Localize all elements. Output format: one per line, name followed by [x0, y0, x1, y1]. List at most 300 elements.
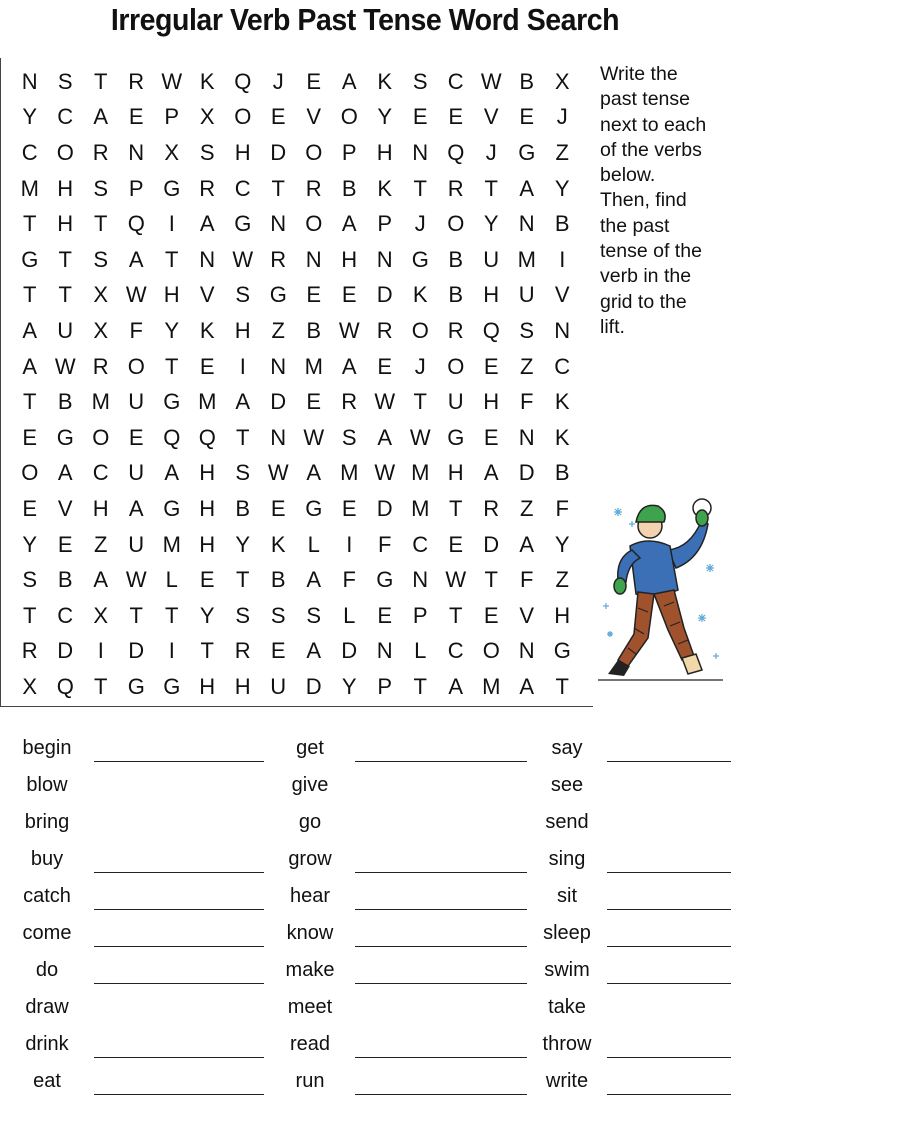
grid-letter: E [199, 567, 215, 593]
answer-blank-line[interactable] [94, 946, 264, 947]
grid-row [12, 278, 580, 314]
grid-letter: C [57, 104, 74, 130]
grid-letter: K [199, 68, 215, 94]
answer-blank-line[interactable] [355, 983, 527, 984]
answer-blank-line[interactable] [94, 909, 264, 910]
verb-label: go [298, 811, 322, 833]
grid-letter: Q [234, 68, 252, 94]
grid-letter: X [554, 68, 570, 94]
grid-letter: U [128, 531, 145, 557]
verb-label: do [35, 959, 59, 981]
grid-letter: U [128, 460, 145, 486]
answer-blank-line[interactable] [607, 872, 731, 873]
verb-label: throw [542, 1033, 592, 1055]
grid-letter: A [22, 317, 38, 343]
grid-letter: X [22, 673, 38, 699]
grid-letter: G [411, 246, 429, 272]
grid-letter: A [128, 495, 144, 521]
grid-letter: S [235, 602, 251, 628]
grid-row [12, 420, 580, 456]
grid-letter: D [305, 673, 322, 699]
grid-letter: V [554, 282, 570, 308]
grid-letter: Z [520, 353, 534, 379]
grid-row [12, 384, 580, 420]
grid-letter: N [554, 317, 571, 343]
answer-blank-line[interactable] [607, 1094, 731, 1095]
answer-blank-line[interactable] [355, 1057, 527, 1058]
grid-letter: A [57, 460, 73, 486]
grid-row [12, 100, 580, 136]
grid-letter: K [554, 389, 570, 415]
grid-letter: J [272, 68, 284, 94]
grid-letter: P [164, 104, 180, 130]
grid-letter: H [234, 139, 251, 165]
grid-letter: A [483, 460, 499, 486]
grid-letter: L [343, 602, 356, 628]
grid-letter: W [232, 246, 254, 272]
worksheet-title: Irregular Verb Past Tense Word Search [110, 2, 620, 37]
grid-letter: G [163, 175, 181, 201]
grid-letter: N [270, 353, 287, 379]
grid-letter: D [57, 638, 74, 664]
grid-letter: T [236, 424, 250, 450]
grid-letter: T [449, 602, 463, 628]
grid-letter: D [270, 139, 287, 165]
grid-letter: R [92, 353, 109, 379]
grid-letter: H [483, 282, 500, 308]
grid-letter: R [447, 175, 464, 201]
verb-label: sit [557, 885, 577, 907]
grid-letter: E [22, 495, 38, 521]
grid-letter: G [269, 282, 287, 308]
grid-letter: T [271, 175, 285, 201]
answer-blank-line[interactable] [94, 761, 264, 762]
grid-letter: K [199, 317, 215, 343]
instruction-line: Write the [600, 63, 678, 85]
grid-letter: D [518, 460, 535, 486]
grid-letter: Y [554, 175, 570, 201]
answer-blank-line[interactable] [355, 872, 527, 873]
grid-letter: N [376, 638, 393, 664]
grid-letter: A [341, 353, 357, 379]
grid-letter: X [93, 602, 109, 628]
grid-letter: N [518, 211, 535, 237]
verb-label: take [548, 996, 586, 1018]
grid-letter: Q [163, 424, 181, 450]
verb-label: catch [23, 885, 71, 907]
grid-row [12, 64, 580, 100]
verb-label: begin [22, 737, 72, 759]
grid-letter: B [57, 567, 73, 593]
grid-letter: U [128, 389, 145, 415]
grid-letter: H [447, 460, 464, 486]
instruction-line: below. [600, 164, 656, 187]
grid-row [12, 349, 580, 385]
grid-letter: Q [127, 211, 145, 237]
grid-letter: W [374, 389, 396, 415]
grid-letter: Y [164, 317, 180, 343]
grid-row [12, 669, 580, 705]
grid-letter: E [448, 104, 464, 130]
grid-letter: H [341, 246, 358, 272]
grid-letter: E [483, 602, 499, 628]
grid-letter: M [91, 389, 110, 415]
grid-letter: U [270, 673, 287, 699]
grid-letter: J [485, 139, 497, 165]
grid-letter: A [199, 211, 215, 237]
verb-label: give [291, 774, 329, 796]
grid-letter: O [305, 139, 323, 165]
grid-letter: W [374, 460, 396, 486]
grid-letter: P [412, 602, 428, 628]
grid-letter: M [411, 460, 430, 486]
answer-blank-line[interactable] [607, 761, 731, 762]
grid-letter: E [22, 424, 38, 450]
verb-label: draw [25, 996, 69, 1018]
grid-letter: L [414, 638, 427, 664]
grid-letter: P [377, 673, 393, 699]
verb-label: grow [288, 848, 332, 870]
grid-letter: U [483, 246, 500, 272]
grid-letter: L [307, 531, 320, 557]
grid-letter: A [306, 567, 322, 593]
grid-letter: J [556, 104, 568, 130]
grid-letter: C [554, 353, 571, 379]
grid-letter: W [161, 68, 183, 94]
grid-letter: W [125, 567, 147, 593]
grid-letter: R [92, 139, 109, 165]
grid-letter: O [234, 104, 252, 130]
answer-blank-line[interactable] [355, 909, 527, 910]
grid-letter: S [93, 175, 109, 201]
boy-throwing-snowball-icon [598, 488, 723, 693]
grid-letter: Z [555, 139, 569, 165]
answer-blank-line[interactable] [94, 983, 264, 984]
grid-letter: E [412, 104, 428, 130]
instruction-line: tense of the [600, 240, 702, 263]
verb-label: send [545, 811, 589, 833]
grid-letter: E [519, 104, 535, 130]
grid-letter: T [200, 638, 214, 664]
grid-letter: B [270, 567, 286, 593]
answer-blank-line[interactable] [607, 946, 731, 947]
grid-letter: G [56, 424, 74, 450]
grid-letter: E [306, 282, 322, 308]
grid-letter: G [376, 567, 394, 593]
verb-label: sleep [543, 922, 591, 944]
verb-label: drink [25, 1033, 69, 1055]
grid-letter: A [306, 638, 322, 664]
grid-letter: D [341, 638, 358, 664]
grid-letter: C [447, 68, 464, 94]
answer-blank-line[interactable] [94, 872, 264, 873]
grid-letter: N [305, 246, 322, 272]
grid-letter: W [125, 282, 147, 308]
grid-letter: W [267, 460, 289, 486]
grid-letter: R [305, 175, 322, 201]
grid-letter: E [377, 353, 393, 379]
grid-letter: G [163, 673, 181, 699]
grid-letter: B [341, 175, 357, 201]
grid-letter: D [376, 282, 393, 308]
grid-letter: O [340, 104, 358, 130]
grid-letter: B [554, 460, 570, 486]
grid-letter: O [482, 638, 500, 664]
grid-row [12, 135, 580, 171]
grid-letter: I [559, 246, 566, 272]
grid-letter: A [519, 175, 535, 201]
grid-letter: N [199, 246, 216, 272]
grid-letter: K [377, 175, 393, 201]
grid-letter: R [234, 638, 251, 664]
instruction-line: the past [600, 214, 670, 237]
grid-letter: V [199, 282, 215, 308]
grid-letter: T [23, 211, 37, 237]
grid-letter: D [483, 531, 500, 557]
grid-letter: Y [341, 673, 357, 699]
grid-letter: A [341, 211, 357, 237]
grid-letter: S [341, 424, 357, 450]
grid-letter: C [92, 460, 109, 486]
grid-letter: B [519, 68, 535, 94]
answer-blank-line[interactable] [355, 946, 527, 947]
grid-letter: T [165, 246, 179, 272]
answer-blank-line[interactable] [355, 1094, 527, 1095]
grid-letter: M [198, 389, 217, 415]
answer-blank-line[interactable] [607, 909, 731, 910]
grid-letter: E [448, 531, 464, 557]
grid-letter: A [22, 353, 38, 379]
grid-letter: Y [199, 602, 215, 628]
grid-letter: R [447, 317, 464, 343]
grid-letter: T [449, 495, 463, 521]
grid-letter: H [554, 602, 571, 628]
grid-letter: E [199, 353, 215, 379]
grid-letter: X [93, 282, 109, 308]
grid-letter: T [58, 282, 72, 308]
grid-letter: S [22, 567, 38, 593]
grid-letter: I [239, 353, 246, 379]
grid-letter: A [128, 246, 144, 272]
grid-letter: F [378, 531, 392, 557]
grid-letter: A [235, 389, 251, 415]
grid-letter: F [555, 495, 569, 521]
grid-letter: P [377, 211, 393, 237]
grid-letter: T [413, 389, 427, 415]
grid-letter: S [93, 246, 109, 272]
grid-letter: P [128, 175, 144, 201]
grid-letter: E [483, 424, 499, 450]
grid-row [12, 206, 580, 242]
grid-row [12, 562, 580, 598]
grid-letter: T [94, 211, 108, 237]
grid-letter: N [270, 424, 287, 450]
grid-letter: U [447, 389, 464, 415]
grid-letter: Y [483, 211, 499, 237]
grid-row [12, 598, 580, 634]
grid-letter: A [448, 673, 464, 699]
grid-letter: N [21, 68, 38, 94]
verb-label: say [551, 737, 583, 759]
grid-letter: M [340, 460, 359, 486]
grid-row [12, 456, 580, 492]
verb-label: read [289, 1033, 331, 1055]
verb-label: hear [289, 885, 331, 907]
grid-letter: W [480, 68, 502, 94]
grid-letter: M [517, 246, 536, 272]
grid-letter: N [376, 246, 393, 272]
grid-letter: A [519, 531, 535, 557]
grid-letter: J [414, 353, 426, 379]
grid-letter: T [555, 673, 569, 699]
grid-letter: N [270, 211, 287, 237]
grid-letter: K [412, 282, 428, 308]
instruction-line: lift. [600, 315, 625, 338]
grid-letter: M [162, 531, 181, 557]
verb-label: see [550, 774, 584, 796]
grid-letter: T [58, 246, 72, 272]
answer-blank-line[interactable] [355, 761, 527, 762]
grid-letter: G [163, 389, 181, 415]
grid-letter: P [341, 139, 357, 165]
grid-letter: D [270, 389, 287, 415]
grid-letter: R [341, 389, 358, 415]
grid-letter: H [234, 317, 251, 343]
grid-letter: S [235, 460, 251, 486]
grid-letter: Y [22, 531, 38, 557]
grid-letter: X [93, 317, 109, 343]
grid-letter: B [448, 282, 464, 308]
grid-letter: K [377, 68, 393, 94]
instruction-line: Then, find [600, 189, 687, 212]
grid-letter: I [346, 531, 353, 557]
grid-letter: G [447, 424, 465, 450]
grid-letter: W [338, 317, 360, 343]
grid-letter: Z [555, 567, 569, 593]
grid-letter: M [20, 175, 39, 201]
grid-letter: S [412, 68, 428, 94]
grid-letter: T [94, 673, 108, 699]
grid-letter: A [341, 68, 357, 94]
grid-letter: Z [271, 317, 285, 343]
verb-label: know [286, 922, 334, 944]
grid-letter: O [447, 353, 465, 379]
grid-letter: B [235, 495, 251, 521]
grid-letter: R [483, 495, 500, 521]
grid-letter: S [57, 68, 73, 94]
grid-letter: O [56, 139, 74, 165]
grid-letter: E [270, 638, 286, 664]
grid-letter: R [21, 638, 38, 664]
grid-letter: O [411, 317, 429, 343]
grid-letter: R [199, 175, 216, 201]
grid-letter: O [305, 211, 323, 237]
grid-letter: I [168, 638, 175, 664]
grid-letter: H [57, 211, 74, 237]
grid-letter: E [483, 353, 499, 379]
grid-row [12, 527, 580, 563]
grid-letter: F [342, 567, 356, 593]
grid-letter: A [377, 424, 393, 450]
grid-row [12, 634, 580, 670]
grid-letter: E [128, 104, 144, 130]
verb-label: swim [544, 959, 590, 981]
grid-letter: G [553, 638, 571, 664]
grid-letter: Y [377, 104, 393, 130]
grid-letter: W [445, 567, 467, 593]
grid-letter: M [482, 673, 501, 699]
grid-letter: N [412, 567, 429, 593]
verb-label: get [296, 737, 324, 759]
grid-letter: N [518, 638, 535, 664]
answer-blank-line[interactable] [607, 1057, 731, 1058]
grid-letter: H [376, 139, 393, 165]
grid-letter: A [93, 104, 109, 130]
grid-letter: G [518, 139, 536, 165]
grid-letter: H [199, 673, 216, 699]
grid-letter: G [127, 673, 145, 699]
verb-label: make [285, 959, 335, 981]
grid-letter: G [234, 211, 252, 237]
grid-letter: A [519, 673, 535, 699]
verb-label: blow [26, 774, 68, 796]
grid-letter: S [519, 317, 535, 343]
grid-letter: S [306, 602, 322, 628]
grid-row [12, 491, 580, 527]
grid-letter: I [97, 638, 104, 664]
grid-row [12, 171, 580, 207]
grid-letter: Q [482, 317, 500, 343]
grid-letter: H [483, 389, 500, 415]
grid-letter: M [411, 495, 430, 521]
grid-letter: T [129, 602, 143, 628]
grid-letter: O [21, 460, 39, 486]
grid-letter: V [306, 104, 322, 130]
grid-letter: C [21, 139, 38, 165]
answer-blank-line[interactable] [94, 1057, 264, 1058]
answer-blank-line[interactable] [607, 983, 731, 984]
grid-letter: E [306, 389, 322, 415]
grid-letter: B [306, 317, 322, 343]
grid-letter: C [57, 602, 74, 628]
instruction-line: next to each [600, 113, 707, 136]
grid-letter: E [341, 282, 357, 308]
grid-letter: E [270, 495, 286, 521]
answer-blank-line[interactable] [94, 1094, 264, 1095]
grid-letter: B [57, 389, 73, 415]
grid-letter: C [447, 638, 464, 664]
grid-letter: Q [56, 673, 74, 699]
verb-label: run [295, 1070, 325, 1092]
grid-letter: W [303, 424, 325, 450]
verb-label: write [545, 1070, 589, 1092]
grid-letter: Z [520, 495, 534, 521]
instruction-line: grid to the [600, 290, 687, 313]
verb-label: sing [548, 848, 586, 870]
grid-letter: H [199, 531, 216, 557]
grid-letter: R [270, 246, 287, 272]
grid-letter: A [164, 460, 180, 486]
verb-label: eat [33, 1070, 61, 1092]
grid-letter: N [412, 139, 429, 165]
word-search-grid [12, 64, 580, 705]
grid-letter: F [520, 567, 534, 593]
grid-letter: T [23, 282, 37, 308]
grid-letter: H [199, 460, 216, 486]
grid-letter: Y [235, 531, 251, 557]
verb-label: come [22, 922, 72, 944]
grid-letter: U [57, 317, 74, 343]
